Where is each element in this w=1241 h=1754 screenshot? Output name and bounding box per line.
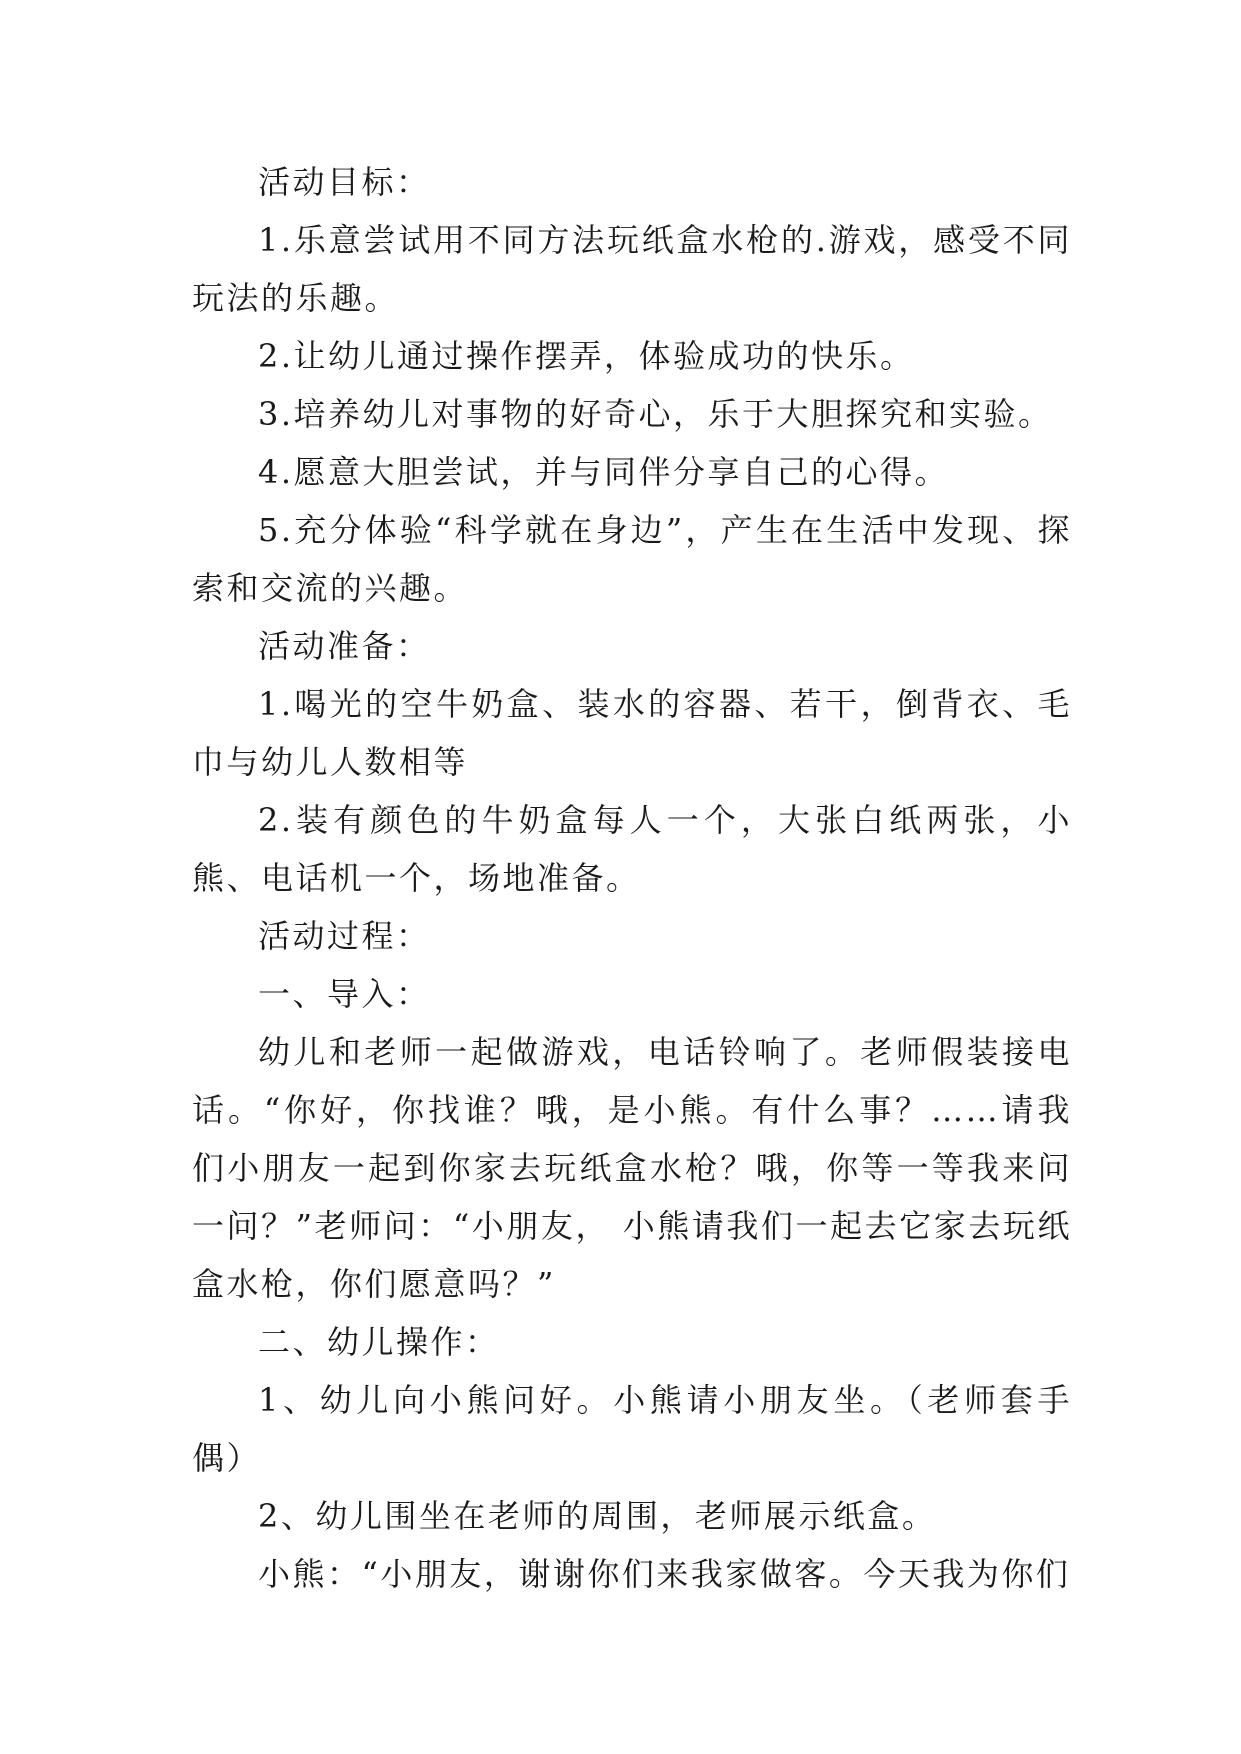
section-heading-process: 活动过程：	[258, 917, 431, 955]
paragraph-goal-1: 1.乐意尝试用不同方法玩纸盒水枪的.游戏，感受不同玩法的乐趣。	[192, 221, 1072, 317]
paragraph-introduction: 幼儿和老师一起做游戏，电话铃响了。老师假装接电话。“你好，你找谁？哦，是小熊。有什么事？……请我们小朋友一起到你家去玩纸盒水枪？哦，你等一等我来问一问？”老师问：“小朋友， 小熊请我们一起去它家去玩纸盒水枪，你们愿意吗？”	[192, 1033, 1072, 1303]
document-body	[192, 153, 1072, 1603]
subheading-introduction: 一、导入：	[258, 975, 431, 1013]
paragraph-goal-4: 4.愿意大胆尝试，并与同伴分享自己的心得。	[258, 453, 950, 491]
subheading-operation: 二、幼儿操作：	[258, 1323, 500, 1361]
paragraph-bear-speech: 小熊：“小朋友，谢谢你们来我家做客。今天我为你们	[258, 1555, 1071, 1593]
paragraph-operation-2: 2、幼儿围坐在老师的周围，老师展示纸盒。	[258, 1497, 937, 1535]
paragraph-operation-1: 1、幼儿向小熊问好。小熊请小朋友坐。（老师套手偶）	[192, 1381, 1072, 1477]
section-heading-preparation: 活动准备：	[258, 627, 431, 665]
paragraph-preparation-1: 1.喝光的空牛奶盒、装水的容器、若干，倒背衣、毛巾与幼儿人数相等	[192, 685, 1072, 781]
paragraph-goal-5: 5.充分体验“科学就在身边”，产生在生活中发现、探索和交流的兴趣。	[192, 511, 1072, 607]
paragraph-preparation-2: 2.装有颜色的牛奶盒每人一个，大张白纸两张，小熊、电话机一个，场地准备。	[192, 801, 1072, 897]
paragraph-goal-3: 3.培养幼儿对事物的好奇心，乐于大胆探究和实验。	[258, 395, 1053, 433]
section-heading-goals: 活动目标：	[258, 163, 431, 201]
paragraph-goal-2: 2.让幼儿通过操作摆弄，体验成功的快乐。	[258, 337, 915, 375]
